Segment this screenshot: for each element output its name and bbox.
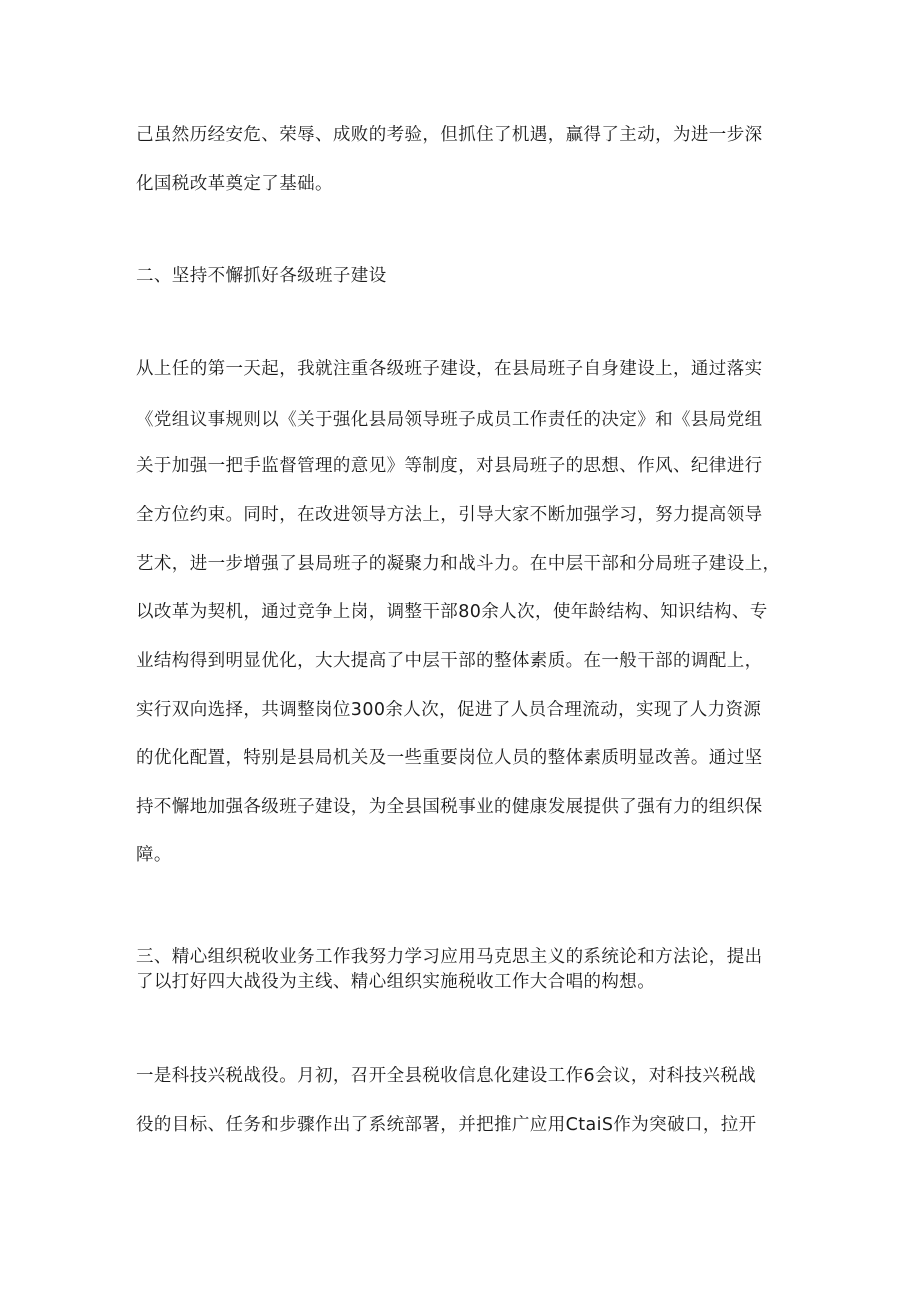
paragraph-line: 己虽然历经安危、荣辱、成败的考验，但抓住了机遇，赢得了主动，为进一步深 xyxy=(136,125,763,145)
paragraph-line: 的优化配置，特别是县局机关及一些重要岗位人员的整体素质明显改善。通过坚 xyxy=(136,748,763,768)
paragraph-line: 实行双向选择，共调整岗位300余人次，促进了人员合理流动，实现了人力资源 xyxy=(136,700,762,720)
section-heading-paragraph-line: 三、精心组织税收业务工作我努力学习应用马克思主义的系统论和方法论，提出 xyxy=(136,947,763,967)
paragraph-line: 化国税改革奠定了基础。 xyxy=(136,174,333,194)
paragraph-line: 关于加强一把手监督管理的意见》等制度，对县局班子的思想、作风、纪律进行 xyxy=(136,456,763,476)
paragraph-line: 《党组议事规则以《关于强化县局领导班子成员工作责任的决定》和《县局党组 xyxy=(136,410,763,430)
paragraph-line: 一是科技兴税战役。月初，召开全县税收信息化建设工作6会议，对科技兴税战 xyxy=(136,1066,757,1086)
paragraph-line: 业结构得到明显优化，大大提高了中层干部的整体素质。在一般干部的调配上， xyxy=(136,651,763,671)
paragraph-line: 以改革为契机，通过竞争上岗，调整干部80余人次，使年龄结构、知识结构、专 xyxy=(136,602,768,622)
paragraph-line: 艺术，进一步增强了县局班子的凝聚力和战斗力。在中层干部和分局班子建设上， xyxy=(136,554,781,574)
paragraph-line: 全方位约束。同时，在改进领导方法上，引导大家不断加强学习，努力提高领导 xyxy=(136,505,763,525)
paragraph-line: 役的目标、任务和步骤作出了系统部署，并把推广应用CtaiS作为突破口，拉开 xyxy=(136,1115,757,1135)
paragraph-line: 了以打好四大战役为主线、精心组织实施税收工作大合唱的构想。 xyxy=(136,972,656,992)
paragraph-line: 持不懈地加强各级班子建设，为全县国税事业的健康发展提供了强有力的组织保 xyxy=(136,797,763,817)
section-heading: 二、坚持不懈抓好各级班子建设 xyxy=(136,266,387,286)
paragraph-line: 从上任的第一天起，我就注重各级班子建设，在县局班子自身建设上，通过落实 xyxy=(136,359,763,379)
paragraph-line: 障。 xyxy=(136,845,172,865)
